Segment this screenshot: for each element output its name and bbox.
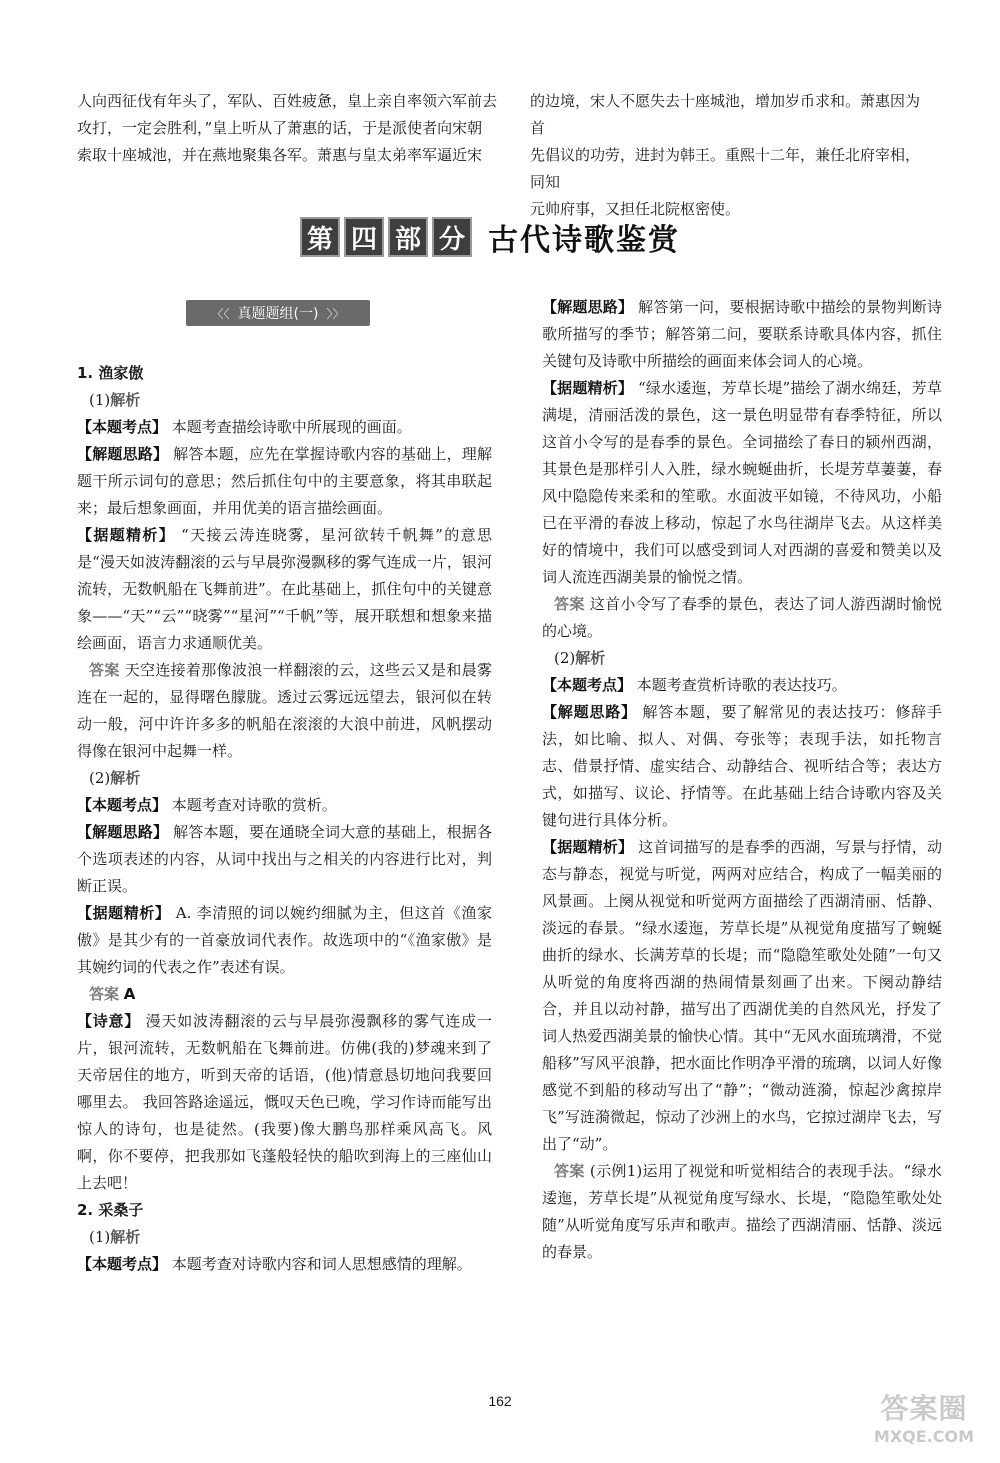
solution-idea-text: 解答本题，应先在掌握诗歌内容的基础上，理解题干所示词句的意思；然后抓住句中的主要意象，将其串联起来；最后想象画面，并用优美的语言描绘画面。 — [77, 445, 492, 517]
part-title-text: 古代诗歌鉴赏 — [488, 223, 680, 258]
answer-text: A — [123, 985, 136, 1003]
solution-idea — [542, 699, 942, 834]
watermark-url: MXQE.COM — [873, 1427, 975, 1446]
left-column — [77, 360, 492, 1278]
text-line: 的边境，宋人不愿失去十座城池，增加岁币求和。萧惠因为首 — [530, 92, 921, 137]
solution-idea-text: 解答本题，要在通晓全词大意的基础上，根据各个选项表述的内容，从词中找出与之相关的内容进行比对，判断正误。 — [77, 823, 492, 895]
subquestion-label — [77, 765, 492, 792]
subquestion-number: (2) — [89, 769, 111, 787]
poem-meaning-text: 漫天如波涛翻滚的云与早晨弥漫飘移的雾气连成一片，银河流转，无数帆船在飞舞前进。仿佛(我的)梦魂来到了天帝居住的地方，听到天帝的话语，(他)情意恳切地问我要回哪里去。 我回答路途遥远，慨叹天色已晚，学习作诗而能写出惊人的诗句，也是徒然。(我要)像大鹏鸟那样乘风高飞。风啊，你不要停，把我那如飞蓬般轻快的船吹到海上的三座仙山上去吧！ — [77, 1012, 492, 1192]
part-title-char: 四 — [344, 217, 384, 257]
banner-deco-right-icon: 〉〉 — [326, 306, 345, 321]
exam-point — [77, 1251, 492, 1278]
exam-point-label: 【本题考点】 — [77, 796, 168, 814]
analysis — [542, 834, 942, 1158]
analysis-label: 【据题精析】 — [77, 904, 171, 922]
text-line: 元帅府事，又担任北院枢密使。 — [530, 200, 741, 218]
exam-point — [77, 414, 492, 441]
subquestion-label — [77, 1224, 492, 1251]
analysis-text: “天接云涛连晓雾，星河欲转千帆舞”的意思是“漫天如波涛翻滚的云与早晨弥漫飘移的雾气连成一片，银河流转，无数帆船在飞舞前进”。在此基础上，抓住句中的关键意象——“天”“云”“晓雾”“星河”“千帆”等，展开联想和想象来描绘画面，语言力求通顺优美。 — [77, 526, 492, 652]
answer-text: 这首小令写了春季的景色，表达了词人游西湖时愉悦的心境。 — [542, 595, 942, 640]
subquestion-number: (2) — [554, 649, 576, 667]
subquestion-label — [542, 645, 942, 672]
exam-point-text: 本题考查赏析诗歌的表达技巧。 — [636, 676, 847, 694]
subquestion-number: (1) — [89, 1228, 111, 1246]
subquestion-number: (1) — [89, 391, 111, 409]
solution-idea-label: 【解题思路】 — [77, 823, 169, 841]
answer — [542, 591, 942, 645]
answer-text: (示例1)运用了视觉和听觉相结合的表现手法。“绿水逶迤，芳草长堤”从视觉角度写绿水、长堤，“隐隐笙歌处处随”从听觉角度写乐声和歌声。描绘了西湖清丽、恬静、淡远的春景。 — [542, 1162, 942, 1261]
answer-label: 答案 — [89, 661, 120, 679]
analysis — [77, 900, 492, 981]
analysis — [77, 522, 492, 657]
exam-point-label: 【本题考点】 — [77, 418, 168, 436]
analysis-text: 这首词描写的是春季的西湖，写景与抒情，动态与静态，视觉与听觉，两两对应结合，构成了一幅美丽的风景画。上阕从视觉和听觉两方面描绘了西湖清丽、恬静、淡远的春景。“绿水逶迤，芳草长堤”从视觉角度描写了蜿蜒曲折的绿水、长满芳草的长堤；而“隐隐笙歌处处随”一句又从听觉的角度将西湖的热闹情景刻画了出来。下阕动静结合，并且以动衬静，描写出了西湖优美的自然风光，抒发了词人热爱西湖美景的愉快心情。其中“无风水面琉璃滑，不觉船移”写风平浪静，把水面比作明净平滑的琉璃，以词人好像感觉不到船的移动写出了“静”；“微动涟漪，惊起沙禽掠岸飞”写涟漪微起，惊动了沙洲上的水鸟，它掠过湖岸飞去，写出了“动”。 — [542, 838, 942, 1153]
exam-point — [542, 672, 942, 699]
banner-label: 真题题组(一) — [237, 306, 319, 322]
exam-point — [77, 792, 492, 819]
subquestion-label — [77, 387, 492, 414]
analysis-label: 【据题精析】 — [542, 838, 634, 856]
analysis-label: 解析 — [575, 649, 606, 667]
analysis-label: 【据题精析】 — [77, 526, 176, 544]
text-line: 先倡议的功劳，进封为韩王。重熙十二年，兼任北府宰相，同知 — [530, 146, 921, 191]
poem-meaning-label: 【诗意】 — [77, 1012, 141, 1030]
solution-idea-label: 【解题思路】 — [542, 703, 637, 721]
banner-deco-left-icon: 〈〈 — [211, 306, 230, 321]
part-title-char: 分 — [432, 217, 472, 257]
answer — [77, 981, 492, 1008]
page-number: 162 — [488, 1393, 512, 1409]
solution-idea-label: 【解题思路】 — [77, 445, 169, 463]
analysis-label: 解析 — [110, 769, 141, 787]
analysis-label: 【据题精析】 — [542, 379, 634, 397]
exam-point-text: 本题考查描绘诗歌中所展现的画面。 — [171, 418, 412, 436]
answer — [542, 1158, 942, 1266]
text-line: 索取十座城池，并在燕地聚集各军。萧惠与皇太弟率军逼近宋 — [77, 146, 483, 164]
solution-idea — [542, 294, 942, 375]
section-banner — [186, 300, 370, 326]
answer-label: 答案 — [554, 595, 585, 613]
right-column — [542, 294, 942, 1266]
exam-point-label: 【本题考点】 — [77, 1255, 168, 1273]
top-right-text — [530, 88, 930, 223]
analysis-text: “绿水逶迤，芳草长堤”描绘了湖水绵廷，芳草满堤，清丽活泼的景色，这一景色明显带有春季特征，所以这首小令写的是春季的景色。全词描绘了春日的颍州西湖，其景色是那样引人入胜，绿水蜿蜒曲折，长堤芳草萋萋，春风中隐隐传来柔和的笙歌。水面波平如镜，不待风功，小船已在平滑的春波上移动，惊起了水鸟往湖岸飞去。从这样美好的情境中，我们可以感受到词人对西湖的喜爱和赞美以及词人流连西湖美景的愉悦之情。 — [542, 379, 942, 586]
solution-idea-text: 解答本题，要了解常见的表达技巧：修辞手法，如比喻、拟人、对偶、夸张等；表现手法，如托物言志、借景抒情、虚实结合、动静结合、视听结合等；表达方式，如描写、议论、抒情等。在此基础上结合诗歌内容及关键句进行具体分析。 — [542, 703, 942, 829]
question-heading: 1. 渔家傲 — [77, 364, 144, 382]
poem-meaning — [77, 1008, 492, 1197]
exam-point-text: 本题考查对诗歌的赏析。 — [171, 796, 337, 814]
solution-idea — [77, 441, 492, 522]
text-line: 攻打，一定会胜利，”皇上听从了萧惠的话，于是派使者向宋朝 — [77, 119, 483, 137]
analysis-text: A. 李清照的词以婉约细腻为主，但这首《渔家傲》是其少有的一首豪放词代表作。故选项中的“《渔家傲》是其婉约词的代表之作”表述有误。 — [77, 904, 492, 976]
answer-text: 天空连接着那像波浪一样翻滚的云，这些云又是和晨雾连在一起的，显得曙色朦胧。透过云雾远远望去，银河似在转动一般，河中许许多多的帆船在滚滚的大浪中前进，风帆摆动得像在银河中起舞一样。 — [77, 661, 492, 760]
solution-idea-text: 解答第一问，要根据诗歌中描绘的景物判断诗歌所描写的季节；解答第二问，要联系诗歌具体内容，抓住关键句及诗歌中所描绘的画面来体会词人的心境。 — [542, 298, 942, 370]
watermark-logo — [858, 1392, 990, 1454]
part-title-char: 部 — [388, 217, 428, 257]
part-title-char: 第 — [300, 217, 340, 257]
question-heading: 2. 采桑子 — [77, 1201, 144, 1219]
answer-label: 答案 — [554, 1162, 585, 1180]
exam-point-text: 本题考查对诗歌内容和词人思想感情的理解。 — [171, 1255, 472, 1273]
solution-idea-label: 【解题思路】 — [542, 298, 634, 316]
analysis-label: 解析 — [110, 391, 141, 409]
top-left-text — [77, 88, 502, 169]
watermark-text: 答案圈 — [880, 1392, 968, 1425]
analysis-label: 解析 — [110, 1228, 141, 1246]
answer-label: 答案 — [89, 985, 120, 1003]
analysis — [542, 375, 942, 591]
answer — [77, 657, 492, 765]
part-title — [300, 214, 720, 260]
text-line: 人向西征伐有年头了，军队、百姓疲惫，皇上亲自率领六军前去 — [77, 92, 498, 110]
solution-idea — [77, 819, 492, 900]
exam-point-label: 【本题考点】 — [542, 676, 633, 694]
